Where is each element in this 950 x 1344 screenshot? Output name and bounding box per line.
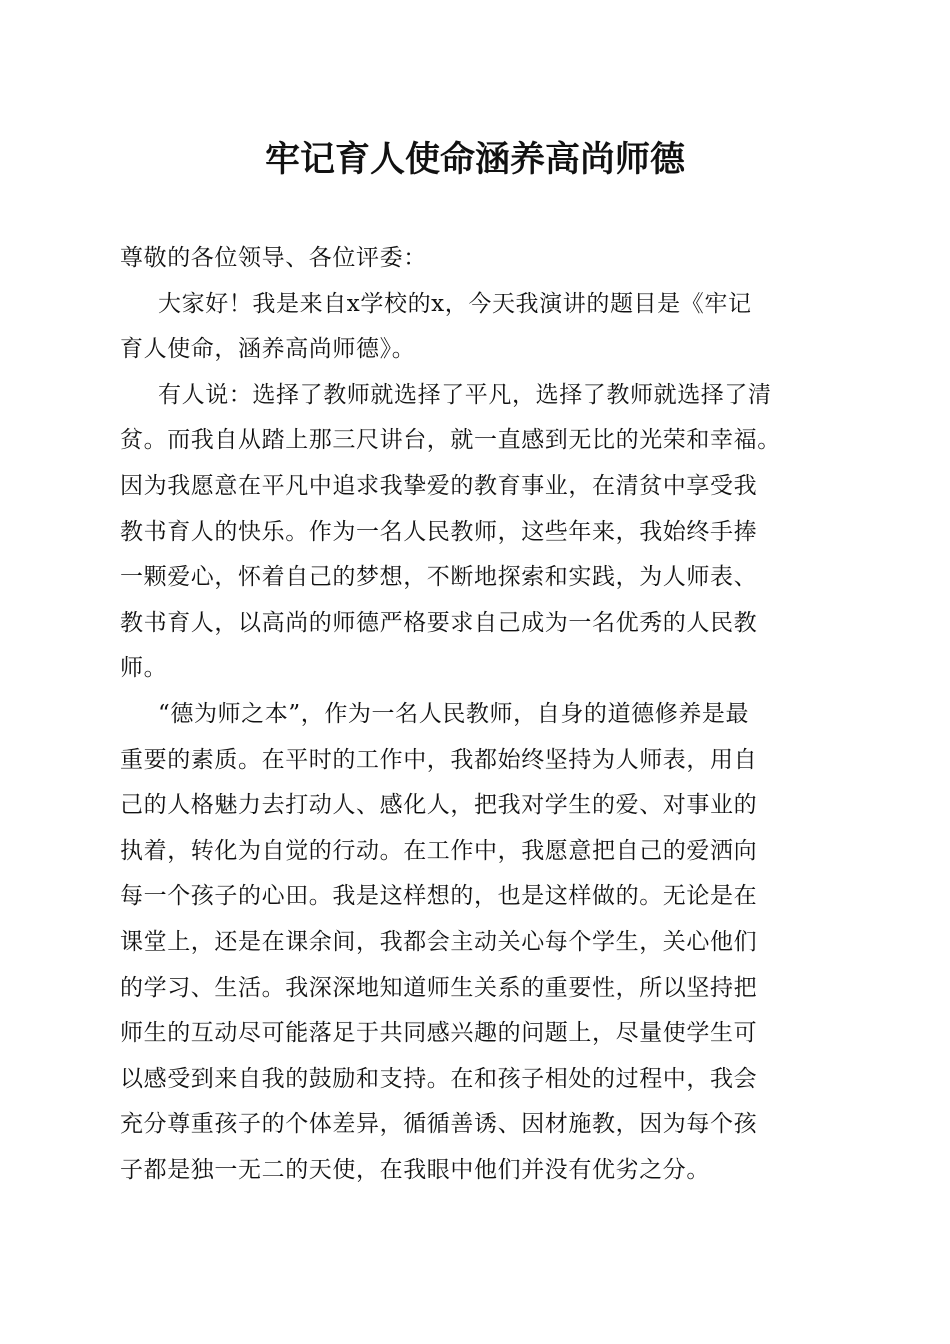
text-line: 重要的素质。在平时的工作中，我都始终坚持为人师表，用自 <box>120 746 758 773</box>
text-line: 大家好！我是来自x学校的x，今天我演讲的题目是《牢记 <box>158 290 752 317</box>
text-line: 课堂上，还是在课余间，我都会主动关心每个学生，关心他们 <box>120 928 758 955</box>
document-body <box>120 236 830 1193</box>
text-line: 贫。而我自从踏上那三尺讲台，就一直感到无比的光荣和幸福。 <box>120 427 781 454</box>
text-line: 教书育人，以高尚的师德严格要求自己成为一名优秀的人民教 <box>120 609 758 636</box>
text-line: “德为师之本”，作为一名人民教师，自身的道德修养是最 <box>158 700 750 727</box>
text-line: 因为我愿意在平凡中追求我挚爱的教育事业，在清贫中享受我 <box>120 472 758 499</box>
text-line: 执着，转化为自觉的行动。在工作中，我愿意把自己的爱洒向 <box>120 837 758 864</box>
text-line: 子都是独一无二的天使，在我眼中他们并没有优劣之分。 <box>120 1156 710 1183</box>
text-line: 教书育人的快乐。作为一名人民教师，这些年来，我始终手捧 <box>120 518 758 545</box>
text-line: 尊敬的各位领导、各位评委： <box>120 245 427 271</box>
text-line: 育人使命，涵养高尚师德》。 <box>120 336 416 363</box>
text-line: 以感受到来自我的鼓励和支持。在和孩子相处的过程中，我会 <box>120 1065 758 1092</box>
text-line: 一颗爱心，怀着自己的梦想，不断地探索和实践，为人师表、 <box>120 564 758 591</box>
text-line: 的学习、生活。我深深地知道师生关系的重要性，所以坚持把 <box>120 974 758 1001</box>
document-title: 牢记育人使命涵养高尚师德 <box>264 139 685 180</box>
text-line: 师生的互动尽可能落足于共同感兴趣的问题上，尽量使学生可 <box>120 1020 758 1047</box>
text-line: 师。 <box>120 655 168 682</box>
text-line: 充分尊重孩子的个体差异，循循善诱、因材施教，因为每个孩 <box>120 1111 758 1138</box>
text-line: 每一个孩子的心田。我是这样想的，也是这样做的。无论是在 <box>120 883 758 910</box>
text-line: 有人说：选择了教师就选择了平凡，选择了教师就选择了清 <box>158 381 772 408</box>
text-line: 己的人格魅力去打动人、感化人，把我对学生的爱、对事业的 <box>120 792 758 819</box>
